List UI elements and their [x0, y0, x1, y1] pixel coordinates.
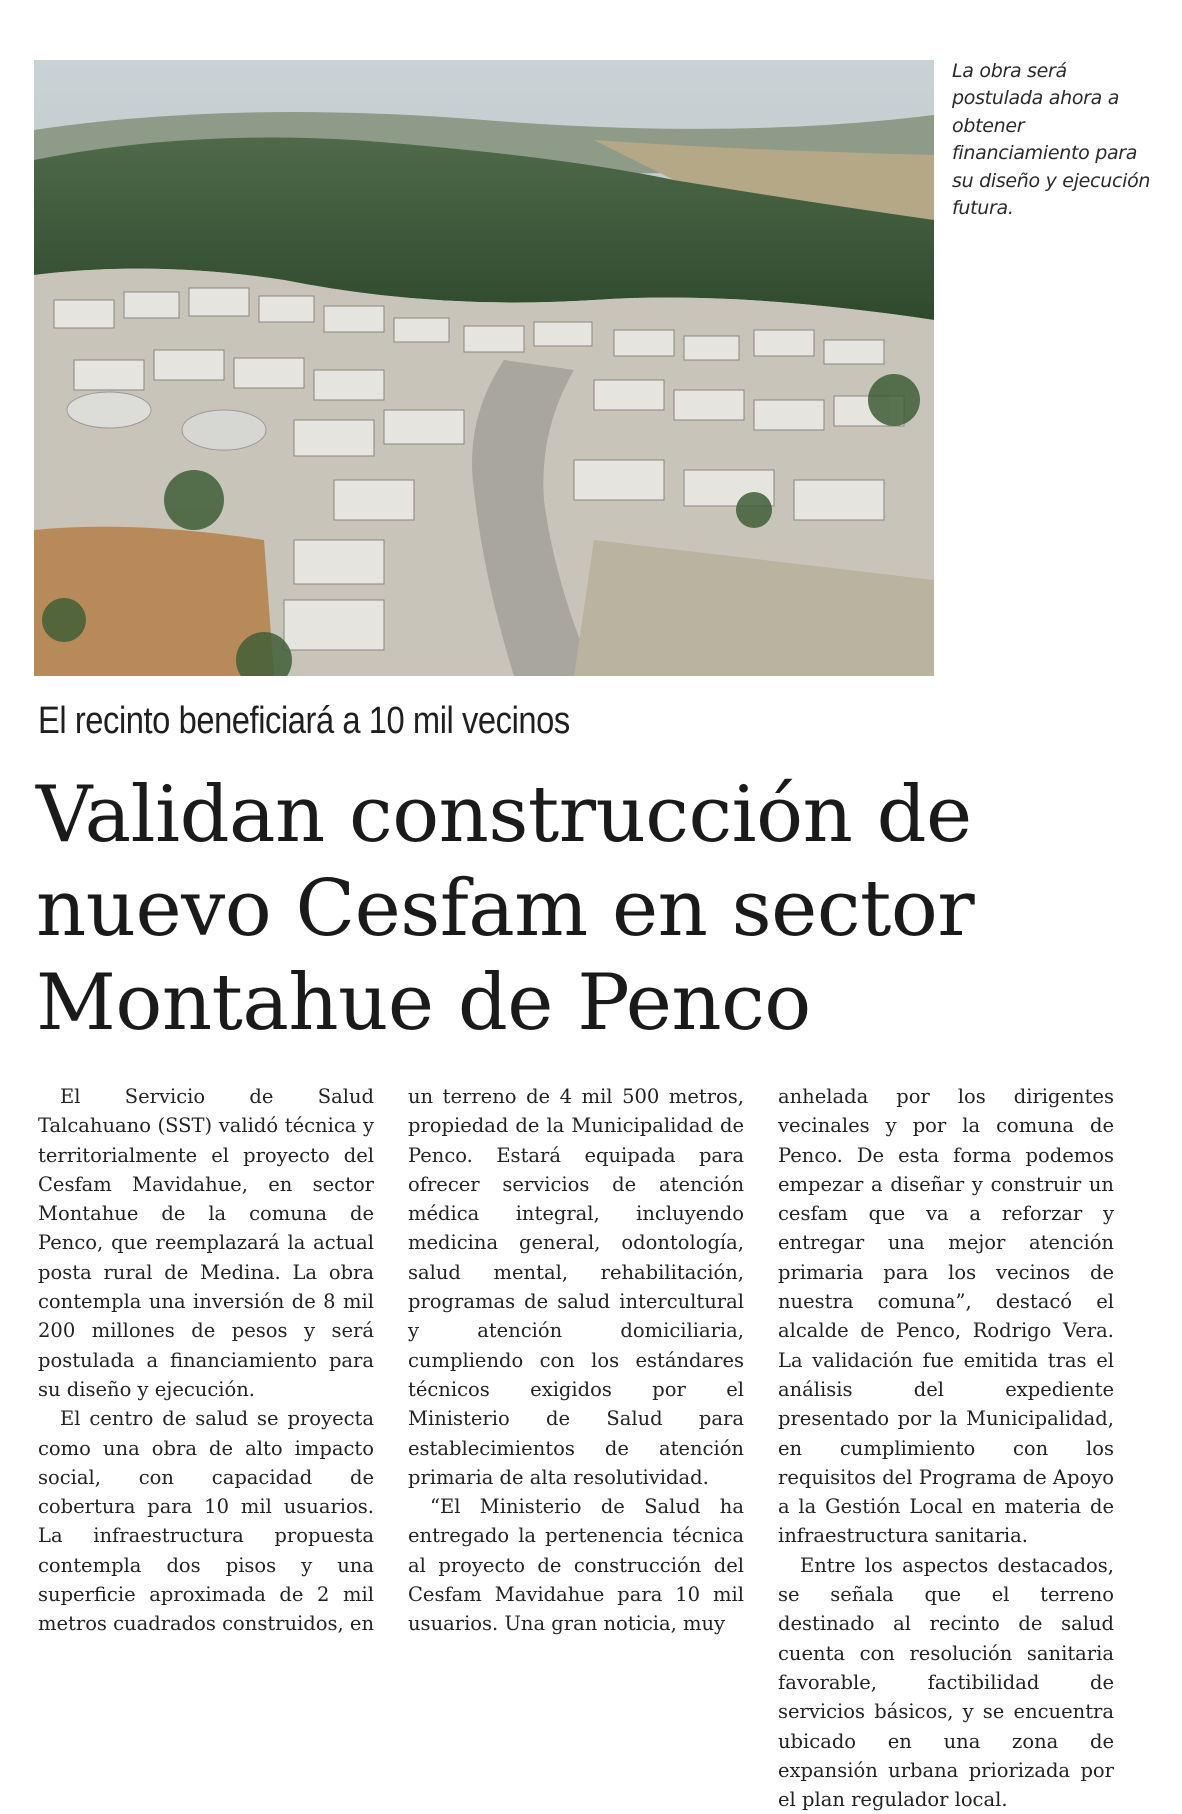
paragraph-3: “El Ministerio de Salud ha entregado la pertenencia técnica al proyecto de construcción del Cesfam Mavidahue para 10 mil usuarios. Una gran noticia, muy: [408, 1495, 744, 1636]
paragraph-4: Entre los aspectos destacados, se señala que el terreno destinado al recinto de salud cuenta con resolución sanitaria favorable, factibilidad de servicios básicos, y se encuentra ubicado en una zona de expansión urbana priorizada por el plan regulador local.: [778, 1553, 1114, 1812]
paragraph-2-cont: un terreno de 4 mil 500 metros, propiedad de la Municipalidad de Penco. Estará equipada para ofrecer servicios de atención médica integral, incluyendo medicina general, odontología, salud mental, rehabilitación, programas de salud intercultural y atención domiciliaria, cumpliendo con los estándares técnicos exigidos por el Ministerio de Salud para establecimientos de atención primaria de alta resolutividad.: [408, 1085, 744, 1489]
paragraph-3-cont: anhelada por los dirigentes vecinales y por la comuna de Penco. De esta forma podemos empezar a diseñar y construir un cesfam que va a reforzar y entregar una mejor atención primaria para los vecinos de nuestra comuna”, destacó el alcalde de Penco, Rodrigo Vera. La validación fue emitida tras el análisis del expediente presentado por la Municipalidad, en cumplimiento con los requisitos del Programa de Apoyo a la Gestión Local en materia de infraestructura sanitaria.: [778, 1085, 1114, 1548]
headline: Validan construcción de nuevo Cesfam en sector Montahue de Penco: [36, 770, 975, 1048]
photo-caption: La obra será postulada ahora a obtener financiamiento para su diseño y ejecución futura.: [952, 60, 1151, 220]
kicker: El recinto beneficiará a 10 mil vecinos: [38, 700, 570, 742]
aerial-photo: [34, 60, 934, 676]
article-body: [38, 1082, 1114, 1812]
column-1: [38, 1082, 374, 1662]
paragraph-1: El Servicio de Salud Talcahuano (SST) validó técnica y territorialmente el proyecto del Cesfam Mavidahue, en sector Montahue de la comuna de Penco, que reemplazará la actual posta rural de Medina. La obra contempla una inversión de 8 mil 200 millones de pesos y será postulada a financiamiento para su diseño y ejecución.: [38, 1085, 374, 1401]
column-3: [778, 1082, 1114, 1812]
column-2: [408, 1082, 744, 1662]
paragraph-2: El centro de salud se proyecta como una obra de alto impacto social, con capacidad de cobertura para 10 mil usuarios. La infraestructura propuesta contempla dos pisos y una superficie aproximada de 2 mil metros cuadrados construidos, en: [38, 1407, 375, 1636]
aerial-photo-icon: [34, 60, 934, 676]
